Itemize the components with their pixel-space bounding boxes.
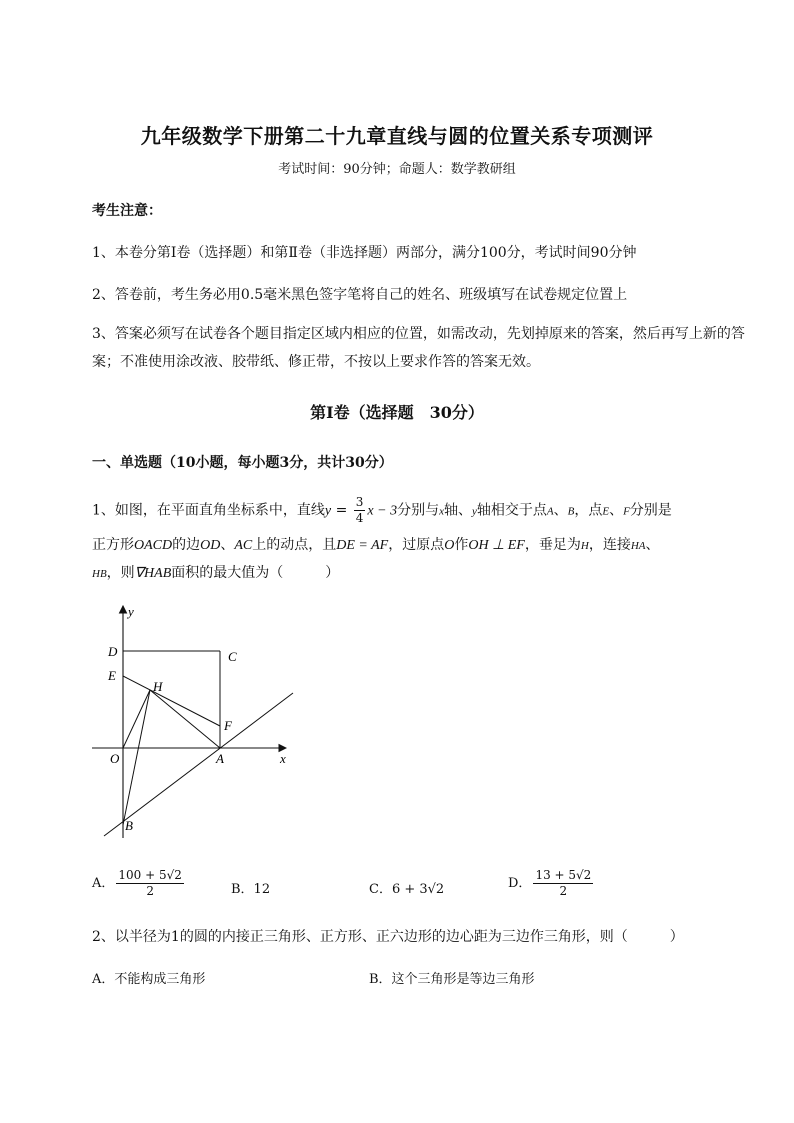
question-1-line-3 <box>92 562 339 582</box>
label-y: y <box>128 604 134 619</box>
label-d: D <box>108 644 118 659</box>
q1-text: 分别与 <box>397 502 440 519</box>
part-title: 一、单选题（10小题，每小题3分，共计30分） <box>92 455 393 471</box>
q1-option-d-den: 2 <box>559 884 568 898</box>
q1-text: 分别是 <box>629 502 672 519</box>
q1-sep: 、 <box>609 502 624 519</box>
q1-frac-den: 4 <box>355 511 364 525</box>
q1-option-d[interactable] <box>508 868 595 899</box>
q1-eq-tail: x − 3 <box>367 503 398 519</box>
q1-var-y: y <box>324 503 332 519</box>
exam-meta: 考试时间：90分钟；命题人：数学教研组 <box>278 162 516 177</box>
q1-point-e: E <box>602 505 610 518</box>
q1-option-d-label: D． <box>508 876 532 891</box>
q1-text: 正方形 <box>92 537 134 553</box>
q1-sep: 、 <box>553 502 568 519</box>
label-o: O <box>110 751 120 766</box>
question-1-line-2 <box>92 534 660 554</box>
q1-point-b: B <box>567 505 575 518</box>
q1-text: ，则 <box>106 565 135 581</box>
segment-ef <box>123 676 220 726</box>
q1-od: OD <box>200 538 221 553</box>
section-title: 第Ⅰ卷（选择题 30分） <box>310 403 484 422</box>
q1-fraction <box>354 495 366 526</box>
q1-option-a[interactable] <box>92 868 186 899</box>
q1-text: ，过原点 <box>388 537 445 553</box>
q1-text: ，连接 <box>588 537 631 553</box>
q1-text: ，垂足为 <box>524 537 581 553</box>
q1-text: 上的动点，且 <box>252 537 337 553</box>
q1-option-a-label: A． <box>92 876 115 891</box>
question-1-line-1 <box>92 495 672 526</box>
q1-sep: 、 <box>220 537 235 553</box>
q1-option-a-num: 100 + 5√2 <box>118 868 182 882</box>
page-title: 九年级数学下册第二十九章直线与圆的位置关系专项测评 <box>140 124 654 148</box>
q1-frac-num: 3 <box>355 495 364 509</box>
notice-item-3: 3、答案必须写在试卷各个题目指定区域内相应的位置，如需改动，先划掉原来的答案，然后再写上新的答案；不准使用涂改液、胶带纸、修正带，不按以上要求作答的答案无效。 <box>92 326 745 370</box>
q1-point-f: F <box>623 505 630 518</box>
q1-point-a: A <box>546 505 554 518</box>
q1-equals: = <box>331 502 352 519</box>
label-h: H <box>153 679 163 694</box>
q1-point-h: H <box>580 540 589 552</box>
notice-item-1: 1、本卷分第Ⅰ卷（选择题）和第Ⅱ卷（非选择题）两部分，满分100分，考试时间90分钟 <box>92 245 637 261</box>
q2-option-b[interactable]: B．这个三角形是等边三角形 <box>369 972 535 987</box>
notice-heading: 考生注意： <box>92 203 162 219</box>
notice-item-2: 2、答卷前，考生务必用0.5毫米黑色签字笔将自己的姓名、班级填写在试卷规定位置上 <box>92 287 628 303</box>
q1-triangle: ∇HAB <box>134 566 172 581</box>
label-e: E <box>108 668 116 683</box>
q1-text: 作 <box>454 537 469 553</box>
q1-option-b[interactable]: B．12 <box>231 882 271 897</box>
label-f: F <box>224 718 232 733</box>
q1-option-a-den: 2 <box>146 884 154 898</box>
label-a: A <box>216 751 224 766</box>
q1-text: 的边 <box>172 537 201 553</box>
q1-text: 轴相交于点 <box>476 502 547 519</box>
q1-origin: O <box>444 538 455 553</box>
label-b: B <box>125 818 133 833</box>
q1-text: ，点 <box>574 502 603 519</box>
q1-sep: 、 <box>645 537 660 553</box>
q1-square: OACD <box>134 538 173 553</box>
q1-option-d-num: 13 + 5√2 <box>535 868 592 882</box>
q1-option-d-fraction <box>533 868 593 899</box>
q1-hb: HB <box>92 568 107 580</box>
q1-text: 1、如图，在平面直角坐标系中，直线 <box>92 502 325 519</box>
q1-ha: HA <box>630 540 646 552</box>
segment-ha <box>150 690 220 748</box>
q1-option-c[interactable]: C．6 + 3√2 <box>369 882 445 897</box>
q1-y-var: y <box>471 505 477 518</box>
q1-text: 轴、 <box>443 502 472 519</box>
q1-perp: OH ⊥ EF <box>468 538 525 553</box>
q1-condition: DE = AF <box>336 538 389 553</box>
question-1-figure <box>90 598 310 843</box>
label-x: x <box>280 751 286 766</box>
q2-option-a[interactable]: A．不能构成三角形 <box>92 972 206 987</box>
q1-option-a-fraction <box>116 868 184 899</box>
q1-x-var: x <box>439 505 444 518</box>
q1-ac: AC <box>234 538 253 553</box>
segment-oh <box>123 690 150 748</box>
question-2-text: 2、以半径为1的圆的内接正三角形、正方形、正六边形的边心距为三边作三角形，则（ ） <box>92 929 684 945</box>
label-c: C <box>228 649 237 664</box>
q1-text: 面积的最大值为（ ） <box>171 565 340 581</box>
